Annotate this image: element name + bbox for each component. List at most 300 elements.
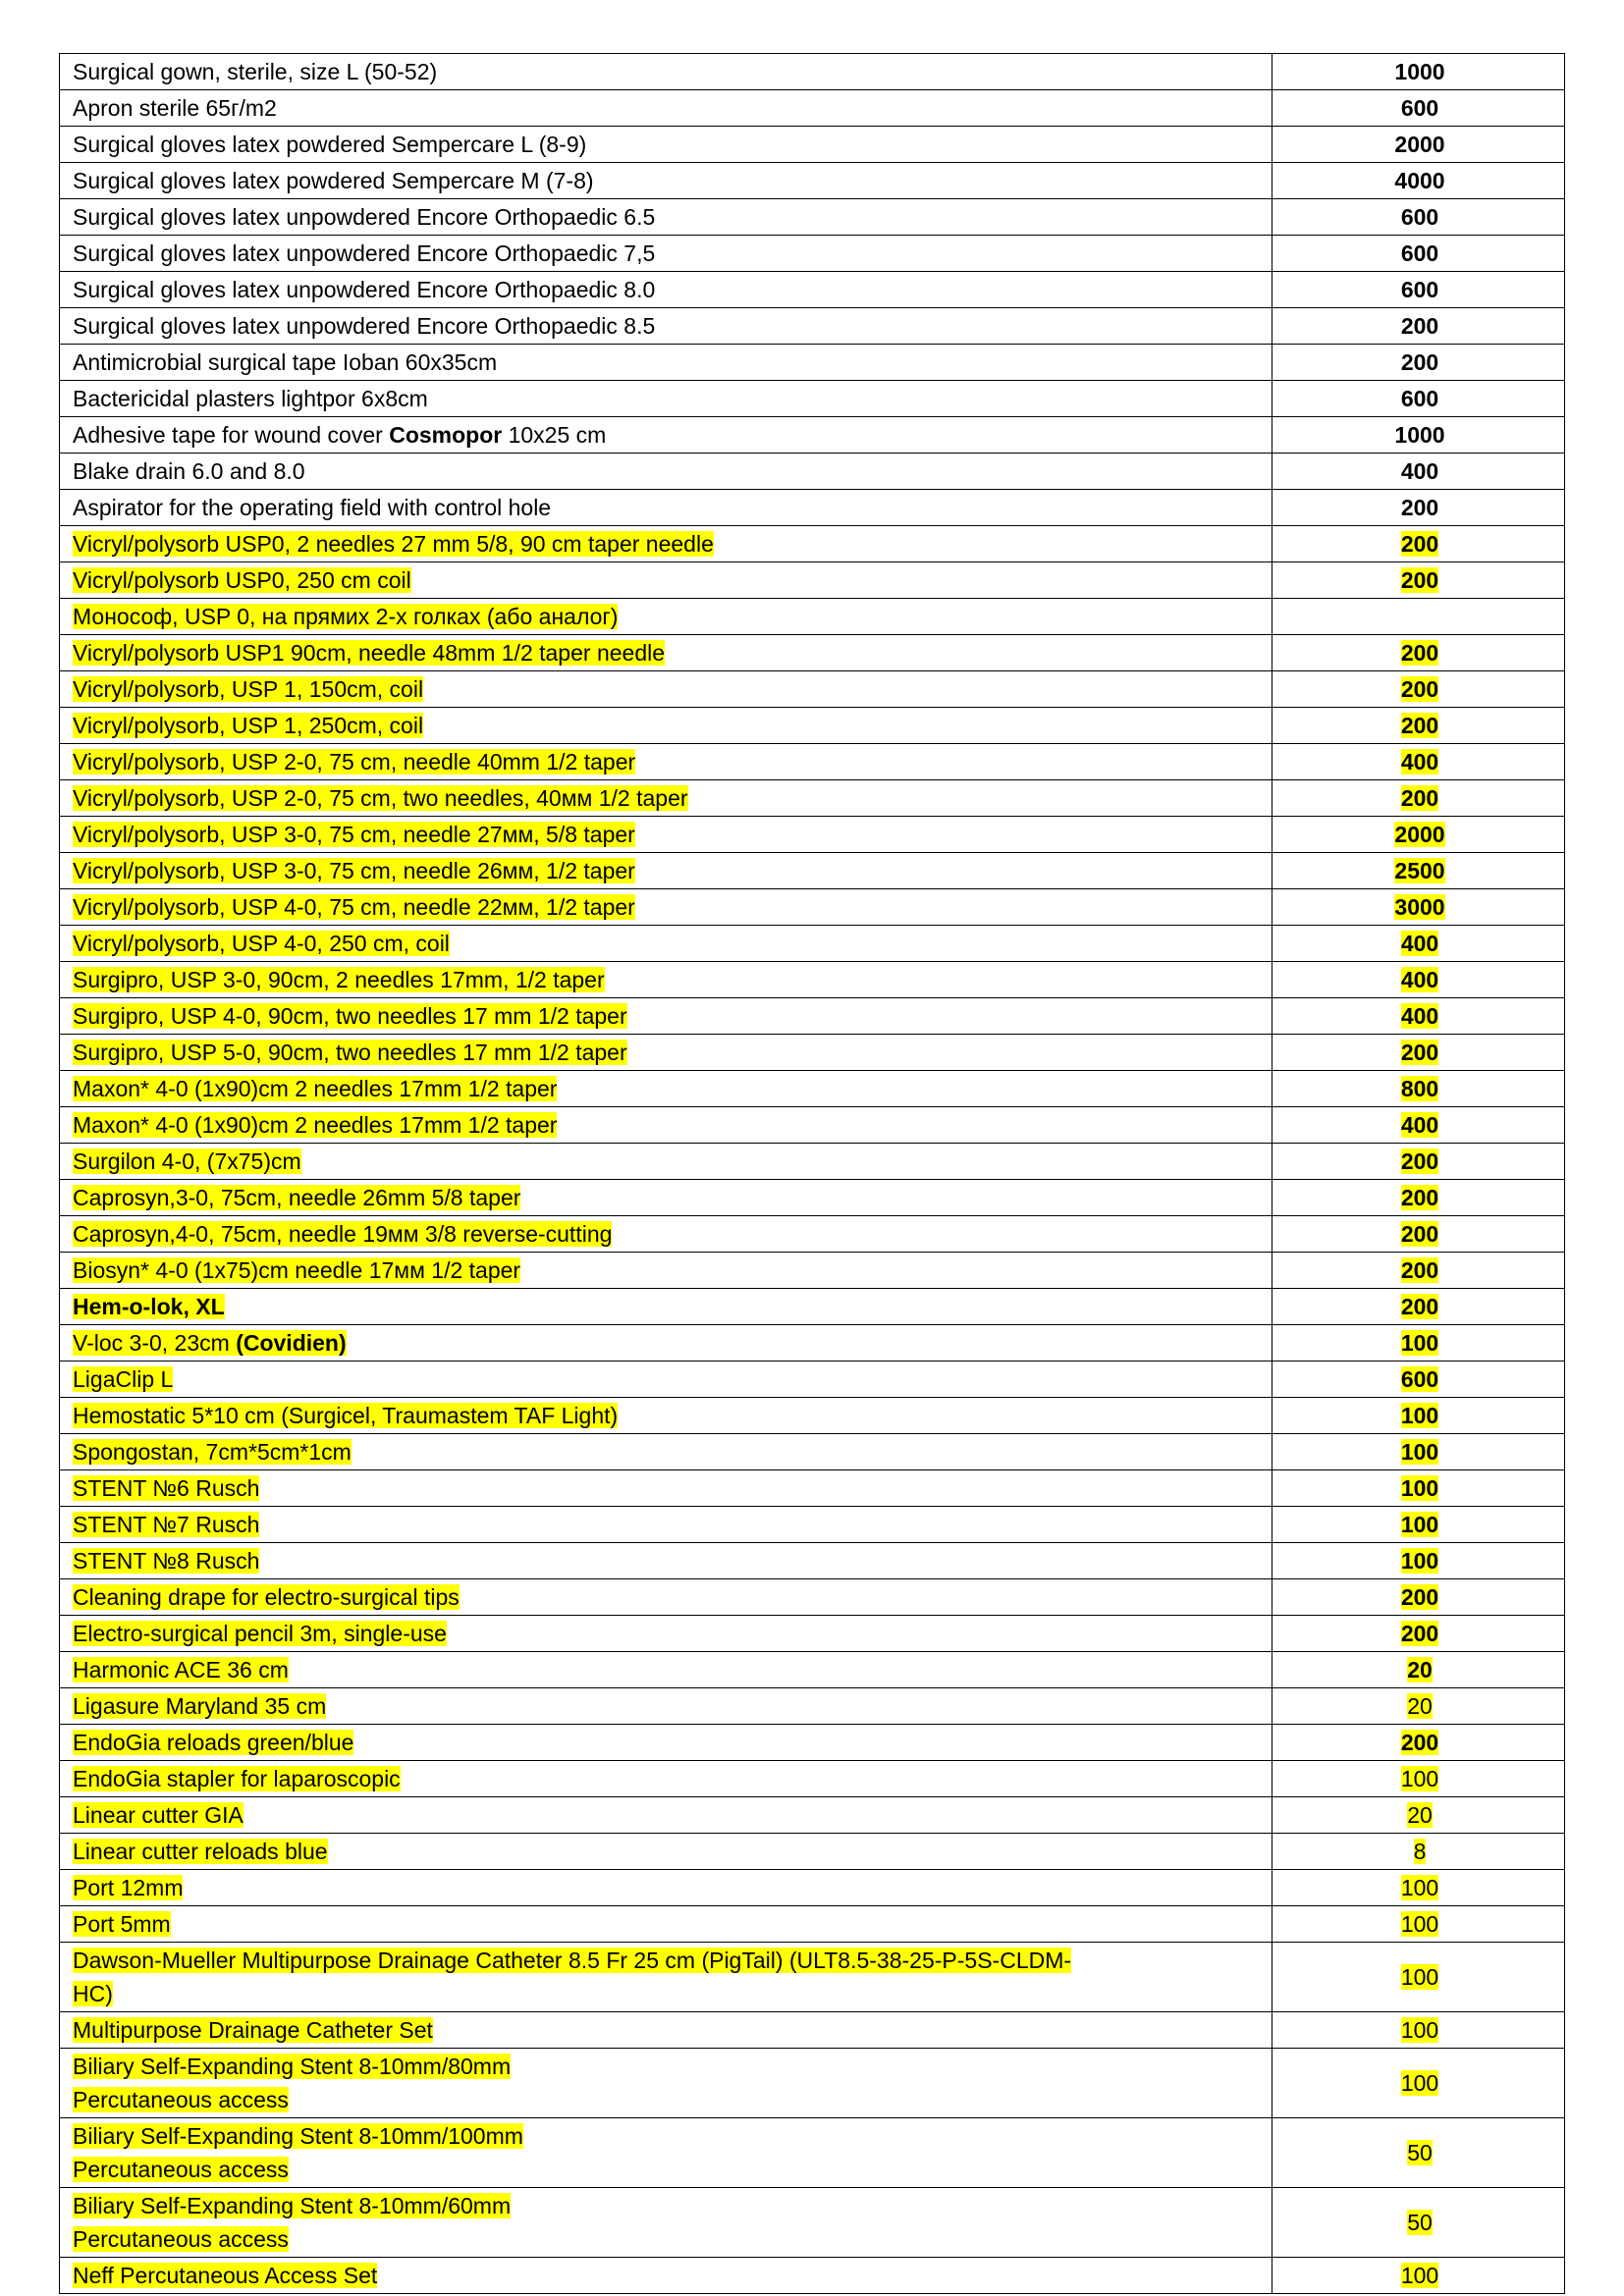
item-name-cell (60, 1507, 1272, 1543)
table-row (60, 272, 1565, 308)
item-quantity: 200 (1400, 1621, 1439, 1646)
item-quantity-cell (1272, 562, 1565, 599)
item-name-cell (60, 417, 1272, 454)
table-row (60, 744, 1565, 780)
item-name-text: Surgical gloves latex unpowdered Encore Orthopaedic 8.0 (73, 277, 656, 302)
table-row (60, 1834, 1565, 1870)
item-name-cell (60, 1579, 1272, 1616)
table-row (60, 635, 1565, 671)
item-name-line (73, 2153, 1262, 2186)
item-name-text: Spongostan, 7cm*5cm*1cm (73, 1439, 352, 1465)
item-name-cell (60, 1616, 1272, 1652)
item-name-cell (60, 272, 1272, 308)
item-name-cell (60, 1398, 1272, 1434)
item-quantity: 20 (1407, 1657, 1433, 1682)
item-name-cell (60, 599, 1272, 635)
document-page (59, 53, 1565, 2294)
item-quantity-cell (1272, 236, 1565, 272)
item-name-cell (60, 926, 1272, 962)
table-row (60, 1725, 1565, 1761)
item-quantity-cell (1272, 163, 1565, 199)
item-name-text: Surgical gloves latex powdered Sempercare L (8-9) (73, 132, 587, 157)
item-quantity-cell (1272, 1362, 1565, 1398)
item-name-text: Percutaneous access (73, 2226, 289, 2252)
table-row (60, 889, 1565, 926)
item-name-cell (60, 780, 1272, 817)
item-quantity: 100 (1400, 1875, 1439, 1900)
item-quantity: 200 (1400, 495, 1439, 520)
item-name-cell (60, 1797, 1272, 1834)
table-row (60, 54, 1565, 90)
table-row (60, 962, 1565, 998)
item-quantity: 2000 (1394, 132, 1445, 157)
item-name-text: Vicryl/polysorb, USP 1, 250cm, coil (73, 713, 424, 738)
item-quantity-cell (1272, 1144, 1565, 1180)
item-name-cell (60, 1870, 1272, 1906)
item-quantity-cell (1272, 54, 1565, 90)
item-name-text: Aspirator for the operating field with control hole (73, 495, 552, 520)
item-name-cell (60, 1289, 1272, 1325)
item-name-cell (60, 2258, 1272, 2294)
item-quantity-cell (1272, 1507, 1565, 1543)
table-row (60, 1579, 1565, 1616)
item-name-cell (60, 962, 1272, 998)
table-row (60, 998, 1565, 1035)
item-name-text: Apron sterile 65г/m2 (73, 95, 277, 121)
item-name-text: EndoGia reloads green/blue (73, 1730, 354, 1755)
item-name-text: V-loc 3-0, 23cm (73, 1330, 237, 1356)
item-name-cell (60, 1470, 1272, 1507)
item-name-cell (60, 2118, 1272, 2188)
item-name-line (73, 2222, 1262, 2256)
item-quantity-cell (1272, 780, 1565, 817)
item-name-text: Biosyn* 4-0 (1x75)cm needle 17мм 1/2 taper (73, 1257, 521, 1283)
item-name-text: Cleaning drape for electro-surgical tips (73, 1584, 460, 1610)
item-name-text: Linear cutter reloads blue (73, 1839, 328, 1864)
item-quantity: 100 (1400, 1475, 1439, 1501)
item-name-text: Electro-surgical pencil 3m, single-use (73, 1621, 447, 1646)
item-name-text: Vicryl/polysorb, USP 1, 150cm, coil (73, 676, 424, 702)
item-quantity-cell (1272, 1725, 1565, 1761)
item-quantity-cell (1272, 744, 1565, 780)
item-name-cell (60, 635, 1272, 671)
table-row (60, 345, 1565, 381)
item-name-text: Percutaneous access (73, 2157, 289, 2182)
item-quantity-cell (1272, 1943, 1565, 2012)
item-quantity-cell (1272, 2012, 1565, 2049)
item-name-text: Maxon* 4-0 (1x90)cm 2 needles 17mm 1/2 taper (73, 1112, 558, 1138)
table-row (60, 2188, 1565, 2258)
table-row (60, 1434, 1565, 1470)
table-row (60, 853, 1565, 889)
item-quantity-cell (1272, 1761, 1565, 1797)
item-name-text: 10x25 cm (502, 422, 607, 448)
item-quantity-cell (1272, 853, 1565, 889)
item-name-cell (60, 345, 1272, 381)
item-quantity: 400 (1400, 749, 1439, 774)
table-row (60, 1253, 1565, 1289)
item-quantity: 200 (1400, 567, 1439, 593)
table-row (60, 2049, 1565, 2118)
item-quantity: 400 (1400, 967, 1439, 992)
table-row (60, 1325, 1565, 1362)
item-name-text: EndoGia stapler for laparoscopic (73, 1766, 401, 1791)
item-name-cell (60, 1216, 1272, 1253)
item-name-text: Surgical gloves latex unpowdered Encore Orthopaedic 7,5 (73, 240, 656, 266)
table-row (60, 1652, 1565, 1688)
item-quantity: 200 (1400, 1148, 1439, 1174)
item-quantity-cell (1272, 1543, 1565, 1579)
table-row (60, 1507, 1565, 1543)
item-name-cell (60, 381, 1272, 417)
item-quantity-cell (1272, 1216, 1565, 1253)
table-row (60, 1216, 1565, 1253)
item-name-text: Linear cutter GIA (73, 1802, 244, 1828)
item-name-text: Port 5mm (73, 1911, 171, 1937)
item-quantity: 200 (1400, 531, 1439, 557)
item-quantity-cell (1272, 2049, 1565, 2118)
item-name-text: Caprosyn,4-0, 75cm, needle 19мм 3/8 reverse-cutting (73, 1221, 613, 1247)
item-name-cell (60, 199, 1272, 236)
item-quantity-cell (1272, 272, 1565, 308)
item-name-text: Vicryl/polysorb, USP 3-0, 75 cm, needle 26мм, 1/2 taper (73, 858, 635, 883)
item-quantity: 100 (1400, 1512, 1439, 1537)
item-name-bold-text: (Covidien) (236, 1330, 347, 1356)
item-name-cell (60, 54, 1272, 90)
item-name-text: Монософ, USP 0, на прямих 2-х голках (або аналог) (73, 604, 619, 629)
item-name-cell (60, 1906, 1272, 1943)
item-name-text: Surgical gown, sterile, size L (50-52) (73, 59, 438, 84)
item-quantity-cell (1272, 1071, 1565, 1107)
item-name-cell (60, 1253, 1272, 1289)
item-quantity-cell (1272, 1180, 1565, 1216)
item-name-cell (60, 1107, 1272, 1144)
item-quantity-cell (1272, 962, 1565, 998)
item-name-line (73, 2119, 1262, 2153)
item-name-cell (60, 1325, 1272, 1362)
table-row (60, 1616, 1565, 1652)
item-quantity-cell (1272, 1797, 1565, 1834)
item-name-cell (60, 1144, 1272, 1180)
table-row (60, 1688, 1565, 1725)
item-quantity: 200 (1400, 713, 1439, 738)
item-quantity-cell (1272, 1906, 1565, 1943)
item-quantity: 200 (1400, 1294, 1439, 1319)
item-quantity: 100 (1400, 2263, 1439, 2288)
item-name-text: Multipurpose Drainage Catheter Set (73, 2017, 433, 2043)
table-row (60, 1943, 1565, 2012)
item-name-line (73, 2050, 1262, 2083)
item-quantity: 100 (1400, 1548, 1439, 1574)
item-name-text: Bactericidal plasters lightpor 6x8cm (73, 386, 428, 411)
item-quantity: 50 (1407, 2140, 1433, 2165)
item-name-text: Hemostatic 5*10 cm (Surgicel, Traumastem TAF Light) (73, 1403, 619, 1428)
table-row (60, 2012, 1565, 2049)
item-quantity-cell (1272, 1579, 1565, 1616)
table-row (60, 308, 1565, 345)
item-name-text: Percutaneous access (73, 2087, 289, 2112)
item-quantity-cell (1272, 1107, 1565, 1144)
table-row (60, 1797, 1565, 1834)
table-row (60, 381, 1565, 417)
item-name-text: Surgical gloves latex unpowdered Encore Orthopaedic 6.5 (73, 204, 656, 230)
item-quantity: 100 (1400, 1964, 1439, 1990)
item-name-cell (60, 671, 1272, 708)
table-row (60, 926, 1565, 962)
item-name-bold-text: Cosmopor (389, 422, 503, 448)
item-name-text: Surgipro, USP 3-0, 90cm, 2 needles 17mm, 1/2 taper (73, 967, 605, 992)
item-quantity: 600 (1400, 240, 1439, 266)
item-quantity-cell (1272, 308, 1565, 345)
item-quantity: 100 (1400, 1330, 1439, 1356)
item-name-text: Surgical gloves latex unpowdered Encore Orthopaedic 8.5 (73, 313, 656, 339)
item-quantity-cell (1272, 90, 1565, 127)
item-quantity: 200 (1400, 1221, 1439, 1247)
item-name-cell (60, 998, 1272, 1035)
item-name-text: Ligasure Maryland 35 cm (73, 1693, 327, 1719)
item-quantity: 600 (1400, 204, 1439, 230)
item-quantity-cell (1272, 998, 1565, 1035)
item-quantity-cell (1272, 635, 1565, 671)
item-quantity-cell (1272, 127, 1565, 163)
item-quantity: 200 (1400, 313, 1439, 339)
item-quantity: 100 (1400, 2070, 1439, 2096)
item-name-text: Biliary Self-Expanding Stent 8-10mm/80mm (73, 2054, 512, 2079)
table-row (60, 2118, 1565, 2188)
item-name-text: Maxon* 4-0 (1x90)cm 2 needles 17mm 1/2 taper (73, 1076, 558, 1101)
item-quantity-cell (1272, 926, 1565, 962)
item-quantity-cell (1272, 1289, 1565, 1325)
item-name-cell (60, 1943, 1272, 2012)
item-quantity-cell (1272, 2258, 1565, 2294)
item-quantity: 8 (1413, 1839, 1427, 1864)
item-quantity: 400 (1400, 1003, 1439, 1029)
item-quantity: 2500 (1394, 858, 1445, 883)
item-name-cell (60, 526, 1272, 562)
item-quantity: 200 (1400, 1584, 1439, 1610)
item-name-text: Vicryl/polysorb, USP 4-0, 250 cm, coil (73, 931, 450, 956)
table-row (60, 1870, 1565, 1906)
item-name-cell (60, 1543, 1272, 1579)
table-row (60, 199, 1565, 236)
item-name-text: Vicryl/polysorb USP1 90cm, needle 48mm 1/2 taper needle (73, 640, 666, 666)
item-quantity: 20 (1407, 1693, 1433, 1719)
table-row (60, 1398, 1565, 1434)
item-quantity: 400 (1400, 458, 1439, 484)
item-name-text: Adhesive tape for wound cover (73, 422, 390, 448)
item-quantity: 600 (1400, 386, 1439, 411)
item-quantity: 600 (1400, 95, 1439, 121)
item-name-text: LigaClip L (73, 1366, 174, 1392)
item-name-text: Dawson-Mueller Multipurpose Drainage Catheter 8.5 Fr 25 cm (PigTail) (ULT8.5-38-25-P-5S-CLDM- (73, 1948, 1072, 1973)
item-quantity-cell (1272, 1834, 1565, 1870)
item-quantity: 200 (1400, 676, 1439, 702)
item-quantity-cell (1272, 1035, 1565, 1071)
item-name-text: Caprosyn,3-0, 75cm, needle 26mm 5/8 taper (73, 1185, 521, 1210)
items-table-body (60, 54, 1565, 2294)
table-row (60, 163, 1565, 199)
item-quantity-cell (1272, 599, 1565, 635)
item-quantity: 100 (1400, 1766, 1439, 1791)
item-name-text: Neff Percutaneous Access Set (73, 2263, 378, 2288)
item-quantity-cell (1272, 2118, 1565, 2188)
item-name-cell (60, 1071, 1272, 1107)
table-row (60, 1289, 1565, 1325)
item-name-text: HC) (73, 1981, 113, 2006)
item-quantity-cell (1272, 1470, 1565, 1507)
table-row (60, 526, 1565, 562)
table-row (60, 1906, 1565, 1943)
item-name-text: Surgilon 4-0, (7x75)cm (73, 1148, 301, 1174)
item-name-cell (60, 454, 1272, 490)
item-name-text: Vicryl/polysorb, USP 4-0, 75 cm, needle 22мм, 1/2 taper (73, 894, 635, 920)
item-quantity: 100 (1400, 1403, 1439, 1428)
item-name-cell (60, 1688, 1272, 1725)
item-quantity-cell (1272, 708, 1565, 744)
item-name-cell (60, 817, 1272, 853)
item-quantity: 400 (1400, 1112, 1439, 1138)
table-row (60, 1035, 1565, 1071)
item-name-text: Surgical gloves latex powdered Sempercare M (7-8) (73, 168, 594, 193)
table-row (60, 454, 1565, 490)
item-name-cell (60, 744, 1272, 780)
item-name-text: Surgipro, USP 4-0, 90cm, two needles 17 mm 1/2 taper (73, 1003, 627, 1029)
items-table (59, 53, 1565, 2294)
table-row (60, 127, 1565, 163)
item-quantity: 1000 (1394, 59, 1445, 84)
item-name-cell (60, 2012, 1272, 2049)
item-name-cell (60, 708, 1272, 744)
item-name-text: Blake drain 6.0 and 8.0 (73, 458, 305, 484)
item-quantity: 600 (1400, 1366, 1439, 1392)
item-name-cell (60, 1834, 1272, 1870)
item-name-cell (60, 163, 1272, 199)
item-name-cell (60, 1761, 1272, 1797)
item-quantity: 100 (1400, 1439, 1439, 1465)
item-name-line (73, 2189, 1262, 2222)
item-quantity: 200 (1400, 1040, 1439, 1065)
item-name-text: STENT №8 Rusch (73, 1548, 260, 1574)
table-row (60, 817, 1565, 853)
item-name-text: Harmonic ACE 36 cm (73, 1657, 289, 1682)
item-quantity-cell (1272, 1870, 1565, 1906)
item-name-cell (60, 2049, 1272, 2118)
item-quantity: 200 (1400, 1185, 1439, 1210)
item-name-text: Biliary Self-Expanding Stent 8-10mm/100mm (73, 2123, 523, 2149)
item-name-text: STENT №7 Rusch (73, 1512, 260, 1537)
item-name-cell (60, 1725, 1272, 1761)
item-quantity: 800 (1400, 1076, 1439, 1101)
table-row (60, 780, 1565, 817)
item-quantity: 200 (1400, 1730, 1439, 1755)
table-row (60, 417, 1565, 454)
table-row (60, 1470, 1565, 1507)
item-quantity-cell (1272, 490, 1565, 526)
item-quantity-cell (1272, 1616, 1565, 1652)
item-quantity-cell (1272, 1325, 1565, 1362)
item-quantity: 100 (1400, 2017, 1439, 2043)
table-row (60, 90, 1565, 127)
item-quantity: 600 (1400, 277, 1439, 302)
item-quantity: 4000 (1394, 168, 1445, 193)
item-quantity-cell (1272, 1253, 1565, 1289)
item-quantity-cell (1272, 345, 1565, 381)
item-name-cell (60, 1434, 1272, 1470)
item-quantity-cell (1272, 417, 1565, 454)
item-name-cell (60, 889, 1272, 926)
table-row (60, 2258, 1565, 2294)
item-quantity: 100 (1400, 1911, 1439, 1937)
item-name-cell (60, 308, 1272, 345)
item-name-cell (60, 1035, 1272, 1071)
item-name-cell (60, 90, 1272, 127)
item-name-cell (60, 236, 1272, 272)
item-name-text: Vicryl/polysorb, USP 2-0, 75 cm, two needles, 40мм 1/2 taper (73, 785, 688, 811)
item-quantity: 3000 (1394, 894, 1445, 920)
item-quantity: 200 (1400, 785, 1439, 811)
item-quantity: 50 (1407, 2210, 1433, 2235)
item-name-cell (60, 127, 1272, 163)
item-name-cell (60, 853, 1272, 889)
item-name-cell (60, 562, 1272, 599)
item-quantity: 2000 (1394, 822, 1445, 847)
table-row (60, 1144, 1565, 1180)
item-name-line (73, 2083, 1262, 2116)
table-row (60, 562, 1565, 599)
item-quantity-cell (1272, 1652, 1565, 1688)
item-quantity-cell (1272, 1688, 1565, 1725)
item-quantity-cell (1272, 454, 1565, 490)
item-quantity-cell (1272, 1434, 1565, 1470)
item-name-text: STENT №6 Rusch (73, 1475, 260, 1501)
item-name-cell (60, 1180, 1272, 1216)
item-name-cell (60, 490, 1272, 526)
item-name-text: Vicryl/polysorb, USP 3-0, 75 cm, needle 27мм, 5/8 taper (73, 822, 635, 847)
table-row (60, 1107, 1565, 1144)
item-name-text: Antimicrobial surgical tape Ioban 60x35cm (73, 349, 498, 375)
item-quantity-cell (1272, 889, 1565, 926)
table-row (60, 1362, 1565, 1398)
item-quantity-cell (1272, 817, 1565, 853)
table-row (60, 599, 1565, 635)
item-name-text: Surgipro, USP 5-0, 90cm, two needles 17 mm 1/2 taper (73, 1040, 627, 1065)
table-row (60, 671, 1565, 708)
item-quantity: 200 (1400, 1257, 1439, 1283)
item-name-text: Port 12mm (73, 1875, 184, 1900)
item-name-text: Biliary Self-Expanding Stent 8-10mm/60mm (73, 2193, 512, 2218)
table-row (60, 1180, 1565, 1216)
item-name-text: Vicryl/polysorb USP0, 250 cm coil (73, 567, 411, 593)
item-name-text: Vicryl/polysorb USP0, 2 needles 27 mm 5/8, 90 cm taper needle (73, 531, 714, 557)
item-quantity-cell (1272, 526, 1565, 562)
table-row (60, 490, 1565, 526)
item-quantity: 200 (1400, 640, 1439, 666)
table-row (60, 1543, 1565, 1579)
table-row (60, 1071, 1565, 1107)
item-quantity-cell (1272, 381, 1565, 417)
table-row (60, 236, 1565, 272)
item-quantity: 1000 (1394, 422, 1445, 448)
item-quantity-cell (1272, 671, 1565, 708)
item-quantity-cell (1272, 1398, 1565, 1434)
item-name-cell (60, 1362, 1272, 1398)
item-quantity-cell (1272, 2188, 1565, 2258)
item-quantity-cell (1272, 199, 1565, 236)
item-name-text: Vicryl/polysorb, USP 2-0, 75 cm, needle 40mm 1/2 taper (73, 749, 636, 774)
item-quantity: 400 (1400, 931, 1439, 956)
item-name-cell (60, 2188, 1272, 2258)
table-row (60, 1761, 1565, 1797)
